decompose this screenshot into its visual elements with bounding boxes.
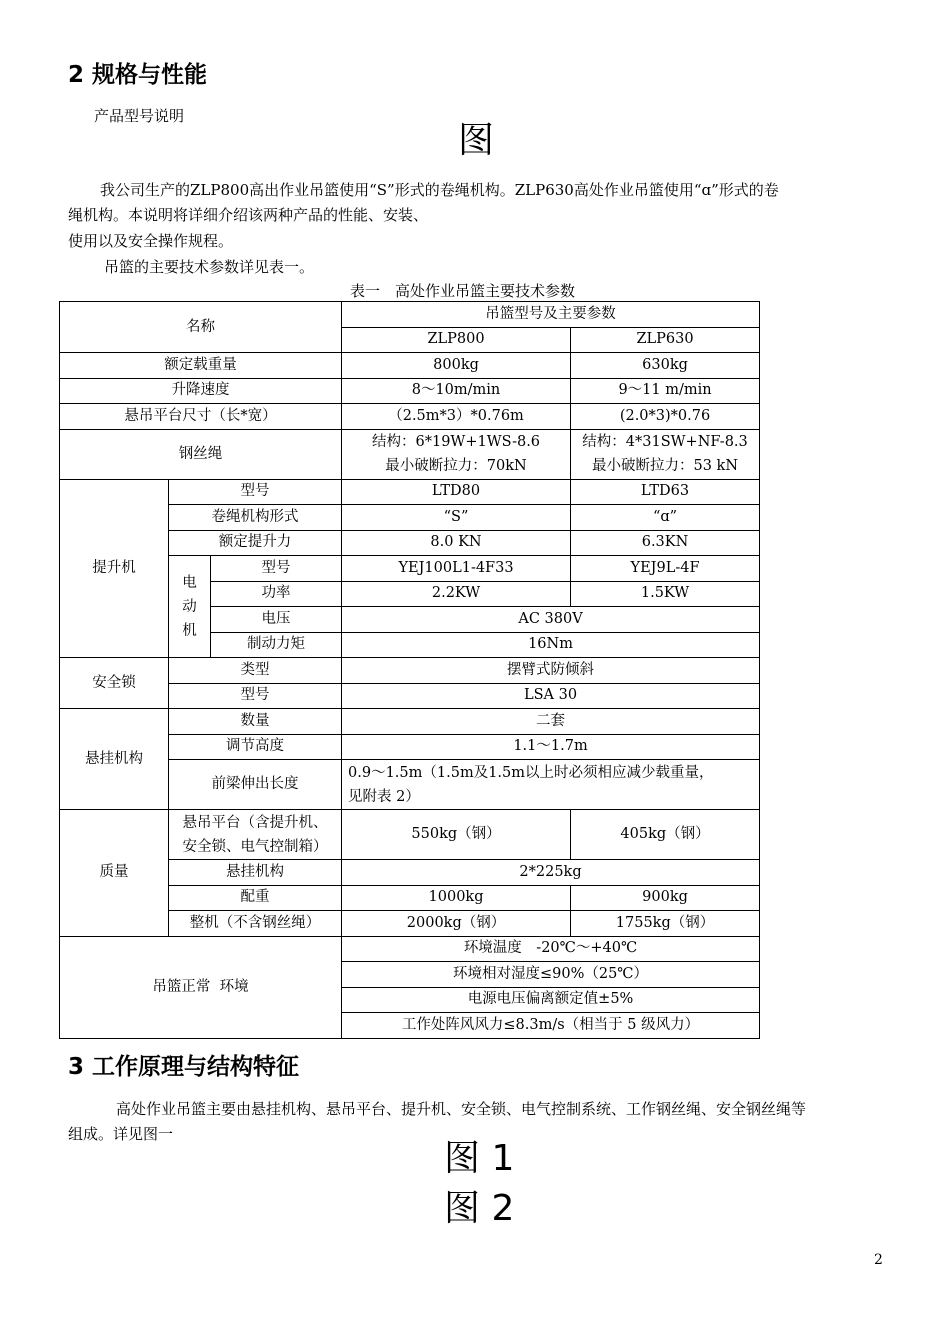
rope-breaking-1: 最小破断拉力：70kN	[385, 458, 527, 474]
spec-table	[59, 301, 760, 1039]
cell-value: 1000kg	[342, 885, 571, 911]
header-name: 名称	[60, 302, 342, 353]
intro-line-3: 使用以及安全操作规程。	[68, 232, 234, 250]
table-caption: 表一 高处作业吊篮主要技术参数	[350, 282, 576, 300]
rope-breaking-2: 最小破断拉力：53 kN	[591, 458, 739, 474]
mass-platform-label-2: 安全锁、电气控制箱）	[182, 838, 328, 855]
row-label: 类型	[169, 658, 342, 684]
cell-value: 9～11 m/min	[571, 378, 760, 404]
env-wind: 工作处阵风风力≤8.3m/s（相当于 5 级风力）	[342, 1013, 760, 1039]
cell-value: 630kg	[571, 353, 760, 379]
cell-value: AC 380V	[342, 607, 760, 633]
mass-platform-label	[169, 810, 342, 860]
section-2-heading: 2 规格与性能	[68, 62, 208, 88]
row-label: 配重	[169, 885, 342, 911]
cell-value: “S”	[342, 505, 571, 531]
group-label-environment: 吊篮正常 环境	[60, 936, 342, 1038]
cell-value: (2.0*3)*0.76	[571, 404, 760, 430]
cell-value: 二套	[342, 709, 760, 735]
row-label: 电压	[211, 607, 342, 633]
cell-value: 550kg（钢）	[342, 810, 571, 860]
cell-value: LSA 30	[342, 683, 760, 709]
row-label: 功率	[211, 581, 342, 607]
cell-value: 8.0 KN	[342, 530, 571, 556]
figure-placeholder: 图	[458, 120, 495, 161]
cell-value: 1755kg（钢）	[571, 911, 760, 937]
group-label-motor: 电动机	[169, 556, 211, 658]
model-note: 产品型号说明	[94, 107, 185, 125]
cell-value: 2.2KW	[342, 581, 571, 607]
cell-value: LTD63	[571, 479, 760, 505]
rope-spec-2	[571, 429, 760, 479]
cell-value: YEJ100L1-4F33	[342, 556, 571, 582]
row-label: 前梁伸出长度	[169, 760, 342, 810]
cell-value: 摆臂式防倾斜	[342, 658, 760, 684]
header-group: 吊篮型号及主要参数	[342, 302, 760, 328]
row-label: 钢丝绳	[60, 429, 342, 479]
cell-value: 6.3KN	[571, 530, 760, 556]
intro-line-4: 吊篮的主要技术参数详见表一。	[104, 258, 315, 276]
beam-length-value	[342, 760, 760, 810]
env-voltage: 电源电压偏离额定值±5%	[342, 987, 760, 1013]
section-3-para-line-2: 组成。详见图一	[68, 1125, 174, 1143]
row-label: 型号	[211, 556, 342, 582]
cell-value: 8～10m/min	[342, 378, 571, 404]
row-label: 调节高度	[169, 734, 342, 760]
page-number: 2	[874, 1252, 883, 1268]
cell-value: 405kg（钢）	[571, 810, 760, 860]
cell-value: 2*225kg	[342, 860, 760, 886]
row-label: 型号	[169, 683, 342, 709]
cell-value: “ɑ”	[571, 505, 760, 531]
header-model-2: ZLP630	[571, 327, 760, 353]
env-humidity: 环境相对湿度≤90%（25℃）	[342, 962, 760, 988]
row-label: 额定提升力	[169, 530, 342, 556]
row-label: 额定载重量	[60, 353, 342, 379]
section-3-heading: 3 工作原理与结构特征	[68, 1054, 300, 1080]
row-label: 型号	[169, 479, 342, 505]
cell-value: 16Nm	[342, 632, 760, 658]
cell-value: YEJ9L-4F	[571, 556, 760, 582]
intro-line-1: 我公司生产的ZLP800高出作业吊篮使用“S”形式的卷绳机构。ZLP630高处作业吊篮使用“ɑ”形式的卷	[100, 181, 779, 199]
section-3-para-line-1: 高处作业吊篮主要由悬挂机构、悬吊平台、提升机、安全锁、电气控制系统、工作钢丝绳、安全钢丝绳等	[116, 1100, 807, 1118]
group-label-lock: 安全锁	[60, 658, 169, 709]
mass-platform-label-1: 悬吊平台（含提升机、	[182, 814, 328, 831]
env-temperature: 环境温度 -20℃～+40℃	[342, 936, 760, 962]
row-label: 整机（不含钢丝绳）	[169, 911, 342, 937]
rope-spec-1	[342, 429, 571, 479]
rope-structure-2: 结构：4*31SW+NF-8.3	[582, 434, 748, 450]
cell-value: 2000kg（钢）	[342, 911, 571, 937]
beam-length-line-2: 见附表 2）	[348, 788, 420, 805]
figure-2-placeholder: 图 2	[444, 1188, 515, 1229]
row-label: 数量	[169, 709, 342, 735]
rope-structure-1: 结构：6*19W+1WS-8.6	[372, 434, 541, 450]
row-label: 悬吊平台尺寸（长*宽）	[60, 404, 342, 430]
beam-length-line-1: 0.9～1.5m（1.5m及1.5m以上时必须相应减少载重量，	[348, 764, 714, 781]
cell-value: LTD80	[342, 479, 571, 505]
group-label-suspension: 悬挂机构	[60, 709, 169, 810]
cell-value: 900kg	[571, 885, 760, 911]
row-label: 悬挂机构	[169, 860, 342, 886]
group-label-mass: 质量	[60, 810, 169, 937]
group-label-hoist: 提升机	[60, 479, 169, 658]
figure-1-placeholder: 图 1	[444, 1138, 515, 1179]
intro-line-2: 绳机构。本说明将详细介绍该两种产品的性能、安装、	[68, 206, 429, 224]
cell-value: （2.5m*3）*0.76m	[342, 404, 571, 430]
cell-value: 1.5KW	[571, 581, 760, 607]
row-label: 卷绳机构形式	[169, 505, 342, 531]
row-label: 升降速度	[60, 378, 342, 404]
header-model-1: ZLP800	[342, 327, 571, 353]
cell-value: 800kg	[342, 353, 571, 379]
row-label: 制动力矩	[211, 632, 342, 658]
cell-value: 1.1～1.7m	[342, 734, 760, 760]
